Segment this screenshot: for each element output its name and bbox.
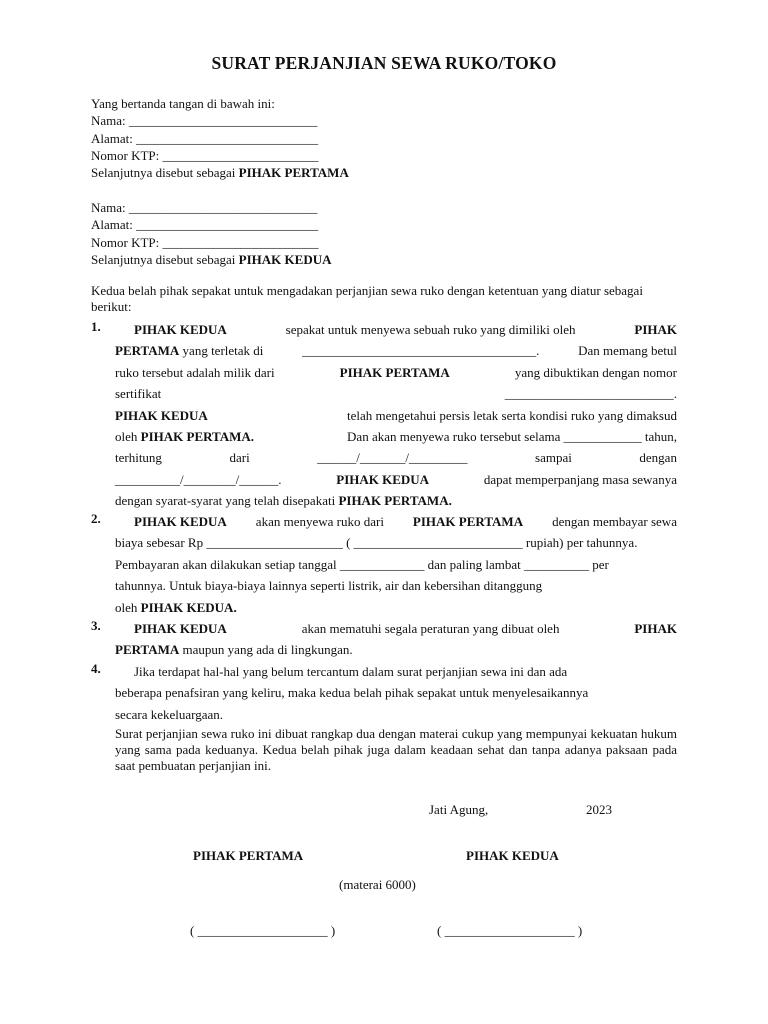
clause-line <box>115 639 677 660</box>
agreement-intro: Kedua belah pihak sepakat untuk mengadakan perjanjian sewa ruko dengan ketentuan yang diatur sebagai berikut: <box>91 283 643 314</box>
clause-text: secara kekeluargaan. <box>115 706 224 722</box>
clause-text: tahunnya. Untuk biaya-biaya lainnya seperti listrik, air dan kebersihan ditanggung <box>115 578 543 594</box>
clause-line <box>115 405 677 426</box>
signature-line-second-party: ( ____________________ ) <box>437 923 583 938</box>
party2-ktp-field: Nomor KTP: ________________________ <box>91 235 319 250</box>
clause-text: Dan akan menyewa ruko tersebut selama ____________ tahun, <box>347 429 677 445</box>
designation-prefix: Selanjutnya disebut sebagai <box>91 252 239 267</box>
party-ref: PIHAK KEDUA <box>134 514 227 529</box>
clause-text: beberapa penafsiran yang keliru, maka kedua belah pihak sepakat untuk menyelesaikannya <box>115 685 589 701</box>
clause-text: oleh <box>115 599 138 615</box>
signature-label-second-party: PIHAK KEDUA <box>466 848 559 863</box>
stamp-duty-note: (materai 6000) <box>339 877 416 892</box>
clause-text: dengan <box>639 450 677 466</box>
clause-4 <box>91 661 677 725</box>
clause-line <box>115 447 677 468</box>
clause-text: biaya sebesar Rp _____________________ ( __________________________ rupiah) per tahunnya. <box>115 535 638 551</box>
clause-line <box>115 319 677 340</box>
clause-line <box>115 597 677 618</box>
blank-field: __________________________. <box>504 386 677 402</box>
clause-line <box>115 426 677 447</box>
clause-text: terhitung <box>115 450 162 466</box>
party1-address-field: Alamat: ____________________________ <box>91 131 319 146</box>
intro-text: Yang bertanda tangan di bawah ini: <box>91 96 275 111</box>
blank-field: __________/________/______. <box>115 471 282 487</box>
clause-text: yang terletak di <box>182 343 264 359</box>
clause-text: dari <box>229 450 250 466</box>
clause-text: Dan memang betul <box>578 343 677 359</box>
clause-text: Pembayaran akan dilakukan setiap tanggal _____________ dan paling lambat __________ per <box>115 556 609 572</box>
clause-number: 3. <box>91 618 101 633</box>
designation-name: PIHAK KEDUA <box>238 252 332 267</box>
clause-line <box>115 682 677 703</box>
signing-year: 2023 <box>586 802 612 817</box>
signing-place: Jati Agung, <box>429 802 489 817</box>
clause-line <box>115 704 677 725</box>
party2-name-field: Nama: _____________________________ <box>91 200 318 215</box>
clause-2 <box>91 511 677 618</box>
closing-paragraph: Surat perjanjian sewa ruko ini dibuat rangkap dua dengan materai cukup yang mempunyai kekuatan hukum yang sama pada keduanya. Kedua belah pihak juga dalam keadaan sehat dan tanpa adanya paksaan pada saat pembuatan perjanjian ini. <box>115 726 677 773</box>
clause-text: Jika terdapat hal-hal yang belum tercantum dalam surat perjanjian sewa ini dan ada <box>134 664 568 679</box>
clause-line <box>115 383 677 404</box>
clause-number: 2. <box>91 511 101 526</box>
party-ref: PIHAK KEDUA <box>336 471 430 487</box>
party1-ktp-field: Nomor KTP: ________________________ <box>91 148 319 163</box>
clause-text: sertifikat <box>115 386 162 402</box>
clause-line <box>115 532 677 553</box>
signature-line-first-party: ( ____________________ ) <box>190 923 336 938</box>
clause-number: 4. <box>91 661 101 676</box>
clause-text: sepakat untuk menyewa sebuah ruko yang dimiliki oleh <box>285 322 576 337</box>
clause-line <box>115 511 677 532</box>
clause-text: telah mengetahui persis letak serta kondisi ruko yang dimaksud <box>347 407 677 423</box>
clause-text: yang dibuktikan dengan nomor <box>514 364 677 380</box>
clause-text: ruko tersebut adalah milik dari <box>115 364 275 380</box>
party-ref: PIHAK KEDUA <box>134 621 227 636</box>
party2-designation <box>91 251 331 268</box>
clause-line <box>115 661 677 682</box>
designation-name: PIHAK PERTAMA <box>238 165 349 180</box>
party-ref: PIHAK PERTAMA <box>339 364 450 380</box>
clause-3 <box>91 618 677 661</box>
party-ref: PIHAK KEDUA. <box>140 599 237 615</box>
clause-line <box>115 362 677 383</box>
clause-line <box>115 469 677 490</box>
signature-label-first-party: PIHAK PERTAMA <box>193 848 304 863</box>
clause-text: maupun yang ada di lingkungan. <box>182 642 353 658</box>
clause-number: 1. <box>91 319 101 334</box>
party-ref: PIHAK KEDUA <box>115 407 208 423</box>
party-ref: PERTAMA <box>115 642 180 658</box>
clause-text: dengan membayar sewa <box>552 514 677 529</box>
party-ref: PIHAK KEDUA <box>134 322 227 337</box>
clause-text: akan menyewa ruko dari <box>255 514 384 529</box>
clause-line <box>115 575 677 596</box>
clause-line <box>115 618 677 639</box>
party-ref: PIHAK <box>634 322 677 337</box>
party-ref: PIHAK <box>634 621 677 636</box>
clause-text: dengan syarat-syarat yang telah disepakati <box>115 493 336 509</box>
clause-text: akan mematuhi segala peraturan yang dibuat oleh <box>301 621 560 636</box>
blank-field: ______/_______/_________ <box>317 450 468 466</box>
blank-field: ____________________________________. <box>302 343 540 359</box>
party2-address-field: Alamat: ____________________________ <box>91 217 319 232</box>
clause-text: oleh <box>115 429 138 445</box>
clause-line <box>115 490 677 511</box>
clause-text: sampai <box>535 450 572 466</box>
clause-line <box>115 554 677 575</box>
clause-text: dapat memperpanjang masa sewanya <box>483 471 677 487</box>
party-ref: PIHAK PERTAMA <box>412 514 524 529</box>
party1-name-field: Nama: _____________________________ <box>91 113 318 128</box>
party-ref: PIHAK PERTAMA. <box>338 493 452 509</box>
clause-1 <box>91 319 677 512</box>
designation-prefix: Selanjutnya disebut sebagai <box>91 165 239 180</box>
document-title: SURAT PERJANJIAN SEWA RUKO/TOKO <box>211 53 557 73</box>
party1-designation <box>91 164 349 181</box>
party-ref: PIHAK PERTAMA. <box>140 429 255 445</box>
party-ref: PERTAMA <box>115 343 180 359</box>
clause-line <box>115 340 677 361</box>
